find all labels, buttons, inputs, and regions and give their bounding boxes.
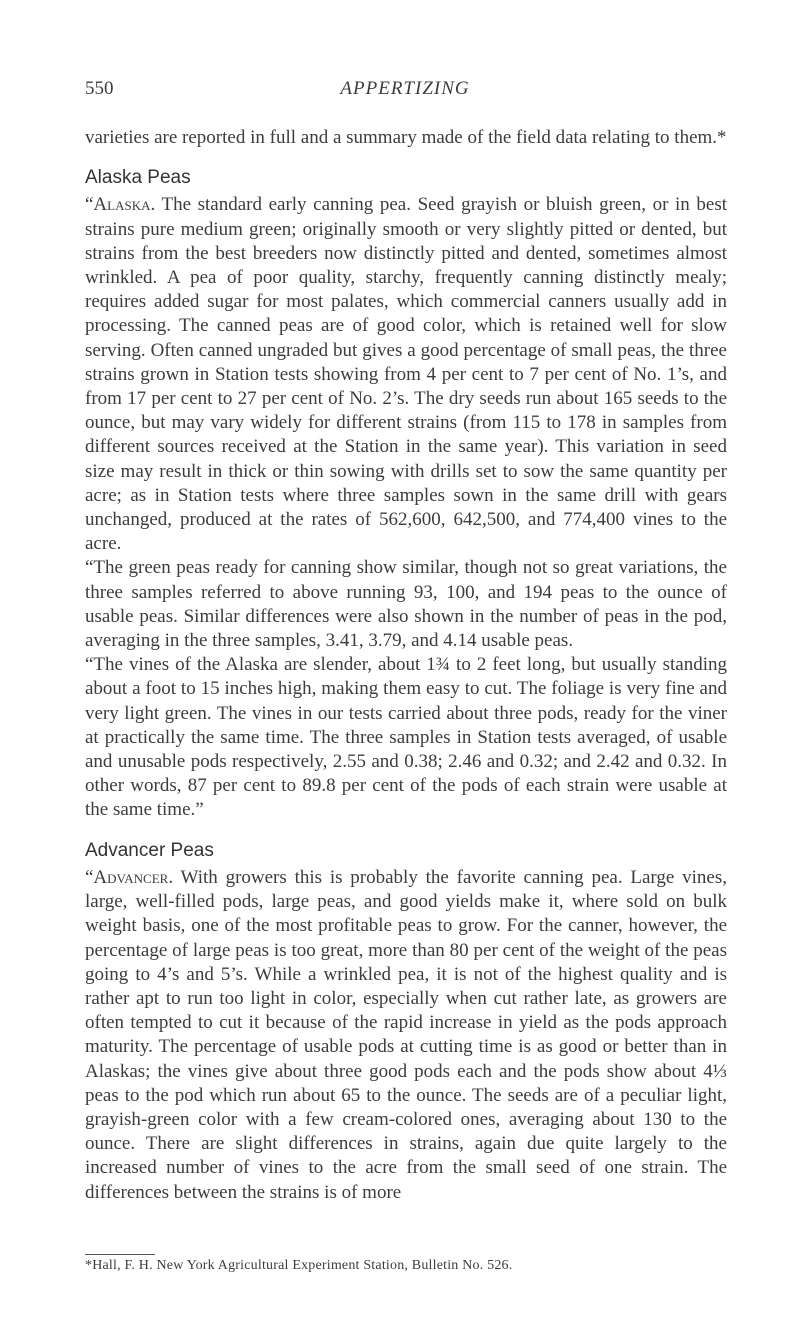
footnote-rule xyxy=(85,1254,155,1255)
paragraph-text: The standard early canning pea. Seed grayish or bluish green, or in best strains pure medium green; originally smooth or very slightly pitted or dented, but strains from the best breeders now distinctly pitted and dented, sometimes almost wrinkled. A pea of poor quality, starchy, frequently canning distinctly mealy; requires added sugar for most palates, which commercial canners usually add in processing. The canned peas are of good color, which is retained well for slow serving. Often canned ungraded but gives a good percentage of small peas, the three strains grown in Station tests showing from 4 per cent to 7 per cent of No. 1’s, and from 17 per cent to 27 per cent of No. 2’s. The dry seeds run about 165 seeds to the ounce, but may vary widely for different strains (from 115 to 178 in samples from different sources received at the Station in the same year). This variation in seed size may result in thick or thin sowing with drills set to sow the same quantity per acre; as in Station tests where three samples sown in the same drill with gears unchanged, produced at the rates of 562,600, 642,500, and 774,400 vines to the acre. xyxy=(85,194,727,555)
paragraph xyxy=(85,193,727,556)
paragraph xyxy=(85,866,727,1205)
running-title: APPERTIZING xyxy=(340,78,470,99)
paragraph: “The green peas ready for canning show similar, though not so great variations, the three samples referred to above running 93, 100, and 194 peas to the ounce of usable peas. Similar differences were also shown in the number of peas in the pod, averaging in the three samples, 3.41, 3.79, and 4.14 usable peas. xyxy=(85,557,727,652)
paragraph-lead: “Advancer. xyxy=(85,866,174,888)
paragraph-lead: “Alaska. xyxy=(85,194,156,216)
page-header xyxy=(85,78,725,108)
page-body xyxy=(85,126,727,1205)
page-number: 550 xyxy=(85,78,114,99)
paragraph-text: With growers this is probably the favorite canning pea. Large vines, large, well-filled pods, large peas, and good yields make it, where sold on bulk weight basis, one of the most profitable peas to grow. For the canner, however, the percentage of large peas is too great, more than 80 per cent of the weight of the peas going to 4’s and 5’s. While a wrinkled pea, it is not of the highest quality and is rather apt to run too light in color, especially when cut rather late, as growers are often tempted to cut it because of the rapid increase in yield as the pods approach maturity. The percentage of usable pods at cutting time is as good or better than in Alaskas; the vines give about three good pods each and the pods show about 4⅓ peas to the pod which run about 65 to the ounce. The seeds are of a peculiar light, grayish-green color with a few cream-colored ones, averaging about 130 to the ounce. There are slight differences in strains, again due quite largely to the increased number of vines to the acre from the small seed of one strain. The differences between the strains is of more xyxy=(85,866,727,1203)
section-heading-advancer: Advancer Peas xyxy=(85,839,214,861)
section-heading-alaska: Alaska Peas xyxy=(85,167,191,189)
paragraph: “The vines of the Alaska are slender, about 1¾ to 2 feet long, but usually standing about a foot to 15 inches high, making them easy to cut. The foliage is very fine and very light green. The vines in our tests carried about three pods, ready for the viner at practically the same time. The three samples in Station tests averaged, of usable and unusable pods respectively, 2.55 and 0.38; 2.46 and 0.32; and 2.42 and 0.32. In other words, 87 per cent to 89.8 per cent of the pods of each strain were usable at the same time.” xyxy=(85,654,727,821)
footnote: *Hall, F. H. New York Agricultural Experiment Station, Bulletin No. 526. xyxy=(85,1258,513,1273)
intro-paragraph: varieties are reported in full and a summary made of the field data relating to them.* xyxy=(85,127,727,148)
